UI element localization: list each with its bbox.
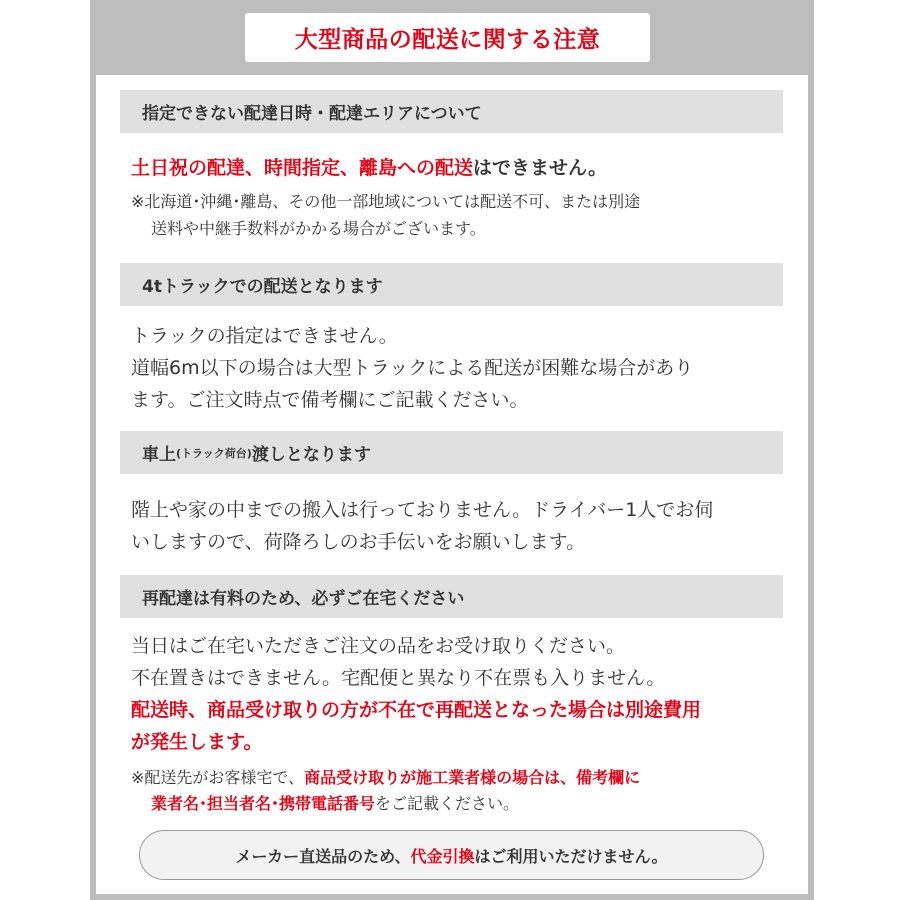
header-curbside-part-2: 渡しとなります xyxy=(251,445,371,465)
section-redelivery-note-2 xyxy=(151,791,519,814)
section-redelivery-line-2: 不在置きはできません。宅配便と異なり不在票も入りません。 xyxy=(131,667,666,689)
footer-pre: メーカー直送品のため、 xyxy=(235,846,411,866)
lead-red-text: 土日祝の配達、時間指定、離島への配送 xyxy=(131,157,474,179)
section-delivery-area-note-1: ※北海道･沖縄･離島、その他一部地域については配送不可、または別途 xyxy=(131,192,641,211)
section-redelivery-note-1 xyxy=(131,765,640,788)
header-curbside-part-1: 車上 xyxy=(142,445,176,465)
page-title: 大型商品の配送に関する注意 xyxy=(294,27,601,53)
section-delivery-area-note-2: 送料や中継手数料がかかる場合がございます。 xyxy=(151,219,486,238)
section-header-truck: 4tトラックでの配送となります xyxy=(120,263,783,306)
section-header-curbside xyxy=(120,431,783,474)
title-bar xyxy=(90,0,814,75)
section-truck-line-1: トラックの指定はできません。 xyxy=(131,325,398,347)
footer-red: 代金引換 xyxy=(410,846,475,866)
section-header-redelivery: 再配達は有料のため、必ずご在宅ください xyxy=(120,575,783,618)
header-curbside-small: (トラック荷台) xyxy=(176,446,252,460)
notice-content xyxy=(96,75,808,894)
section-curbside-line-2: いしますので、荷降ろしのお手伝いをお願いします。 xyxy=(131,531,586,553)
footer-post: はご利用いただけません。 xyxy=(474,846,668,866)
section-redelivery-red-line-1: 配送時、商品受け取りの方が不在で再配送となった場合は別途費用 xyxy=(131,699,702,721)
note-1-red: 商品受け取りが施工業者様の場合は、備考欄に xyxy=(304,768,641,787)
cod-unavailable-notice xyxy=(139,830,764,880)
note-2-red: 業者名･担当者名･携帯電話番号 xyxy=(151,794,376,813)
notice-frame xyxy=(90,0,814,900)
section-header-delivery-area: 指定できない配達日時・配達エリアについて xyxy=(120,90,783,133)
title-box xyxy=(245,13,650,62)
note-1-pre: ※配送先がお客様宅で、 xyxy=(131,768,305,787)
section-truck-line-3: ます。ご注文時点で備考欄にご記載ください。 xyxy=(131,389,529,411)
section-curbside-line-1: 階上や家の中までの搬入は行っておりません。ドライバー1人でお伺 xyxy=(131,499,714,521)
section-redelivery-red-line-2: が発生します。 xyxy=(131,731,263,753)
section-delivery-area-lead xyxy=(131,153,607,180)
lead-rest-text: はできません。 xyxy=(473,157,608,179)
note-2-post: をご記載ください。 xyxy=(375,794,520,813)
section-redelivery-line-1: 当日はご在宅いただきご注文の品をお受け取りください。 xyxy=(131,635,626,657)
section-truck-line-2: 道幅6m以下の場合は大型トラックによる配送が困難な場合があり xyxy=(131,357,694,379)
